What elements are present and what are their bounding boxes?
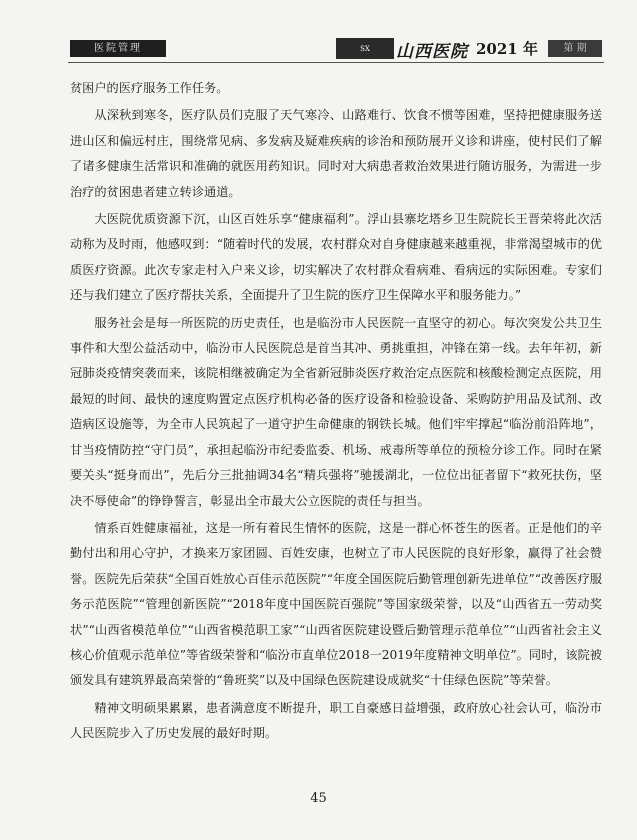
paragraph-3: 大医院优质资源下沉，山区百姓乐享“健康福利”。浮山县寨圪塔乡卫生院院长王晋荣将此次活动称为及时雨，他感叹到：“随着时代的发展，农村群众对自身健康越来越重视，非常渴望城市的优质医疗资源。此次专家走村入户来义诊，切实解决了农村群众看病难、看病远的实际困难。专家们还与我们建立了医疗帮扶关系，全面提升了卫生院的医疗卫生保障水平和服务能力。” (70, 212, 602, 303)
header-divider (68, 62, 604, 63)
page-header (0, 0, 637, 62)
paragraph-6: 精神文明硕果累累，患者满意度不断提升，职工自豪感日益增强，政府放心社会认可，临汾市人民医院步入了历史发展的最好时期。 (70, 700, 602, 741)
journal-year: 2021 年 (476, 40, 538, 58)
section-tag: 医院管理 (70, 40, 166, 57)
page-number: 45 (310, 791, 327, 806)
paragraph-1: 贫困户的医疗服务工作任务。 (70, 81, 229, 95)
paragraph-4: 服务社会是每一所医院的历史责任，也是临汾市人民医院一直坚守的初心。每次突发公共卫生事件和大型公益活动中，临汾市人民医院总是首当其冲、勇挑重担，冲锋在第一线。去年年初，新冠肺炎疫情突袭而来，该院相继被确定为全省新冠肺炎医疗救治定点医院和核酸检测定点医院，用最短的时间、最快的速度购置定点医疗机构必备的医疗设备和检验设备、采购防护用品及试剂、改造病区设施等，为全市人民筑起了一道守护生命健康的钢铁长城。他们牢牢撑起“临汾前沿阵地”，甘当疫情防控“守门员”，承担起临汾市纪委监委、机场、戒毒所等单位的预检分诊工作。同时在紧要关头“挺身而出”，先后分三批抽调34名“精兵强将”驰援湖北，一位位出征者留下“救死扶伤，坚决不辱使命”的铮铮誓言，彰显出全市最大公立医院的责任与担当。 (70, 315, 602, 508)
journal-name: 山西医院 (396, 42, 468, 62)
journal-issue: 第 期 (548, 40, 602, 57)
paragraph-5: 情系百姓健康福祉，这是一所有着民生情怀的医院，这是一群心怀苍生的医者。正是他们的辛勤付出和用心守护，才换来万家团圆、百姓安康，也树立了市人民医院的良好形象，赢得了社会赞誉。医院先后荣获“全国百姓放心百佳示范医院”“年度全国医院后勤管理创新先进单位”“改善医疗服务示范医院”“管理创新医院”“2018年度中国医院百强院”等国家级荣誉，以及“山西省五一劳动奖状”“山西省模范单位”“山西省模范职工家”“山西省医院建设暨后勤管理示范单位”“山西省社会主义核心价值观示范单位”等省级荣誉和“临汾市直单位2018一2019年度精神文明单位”。同时，该院被颁发具有建筑界最高荣誉的“鲁班奖”以及中国绿色医院建设成就奖“十佳绿色医院”等荣誉。 (70, 520, 602, 688)
article-body (70, 76, 602, 749)
journal-logo-icon: SX (336, 38, 394, 59)
paragraph-2: 从深秋到寒冬，医疗队员们克服了天气寒冷、山路难行、饮食不惯等困难，坚持把健康服务送进山区和偏远村庄，围绕常见病、多发病及疑难疾病的诊治和预防展开义诊和讲座，使村民们了解了诸多健康生活常识和准确的就医用药知识。同时对大病患者救治效果进行随访服务，为需进一步治疗的贫困患者建立转诊通道。 (70, 108, 602, 199)
